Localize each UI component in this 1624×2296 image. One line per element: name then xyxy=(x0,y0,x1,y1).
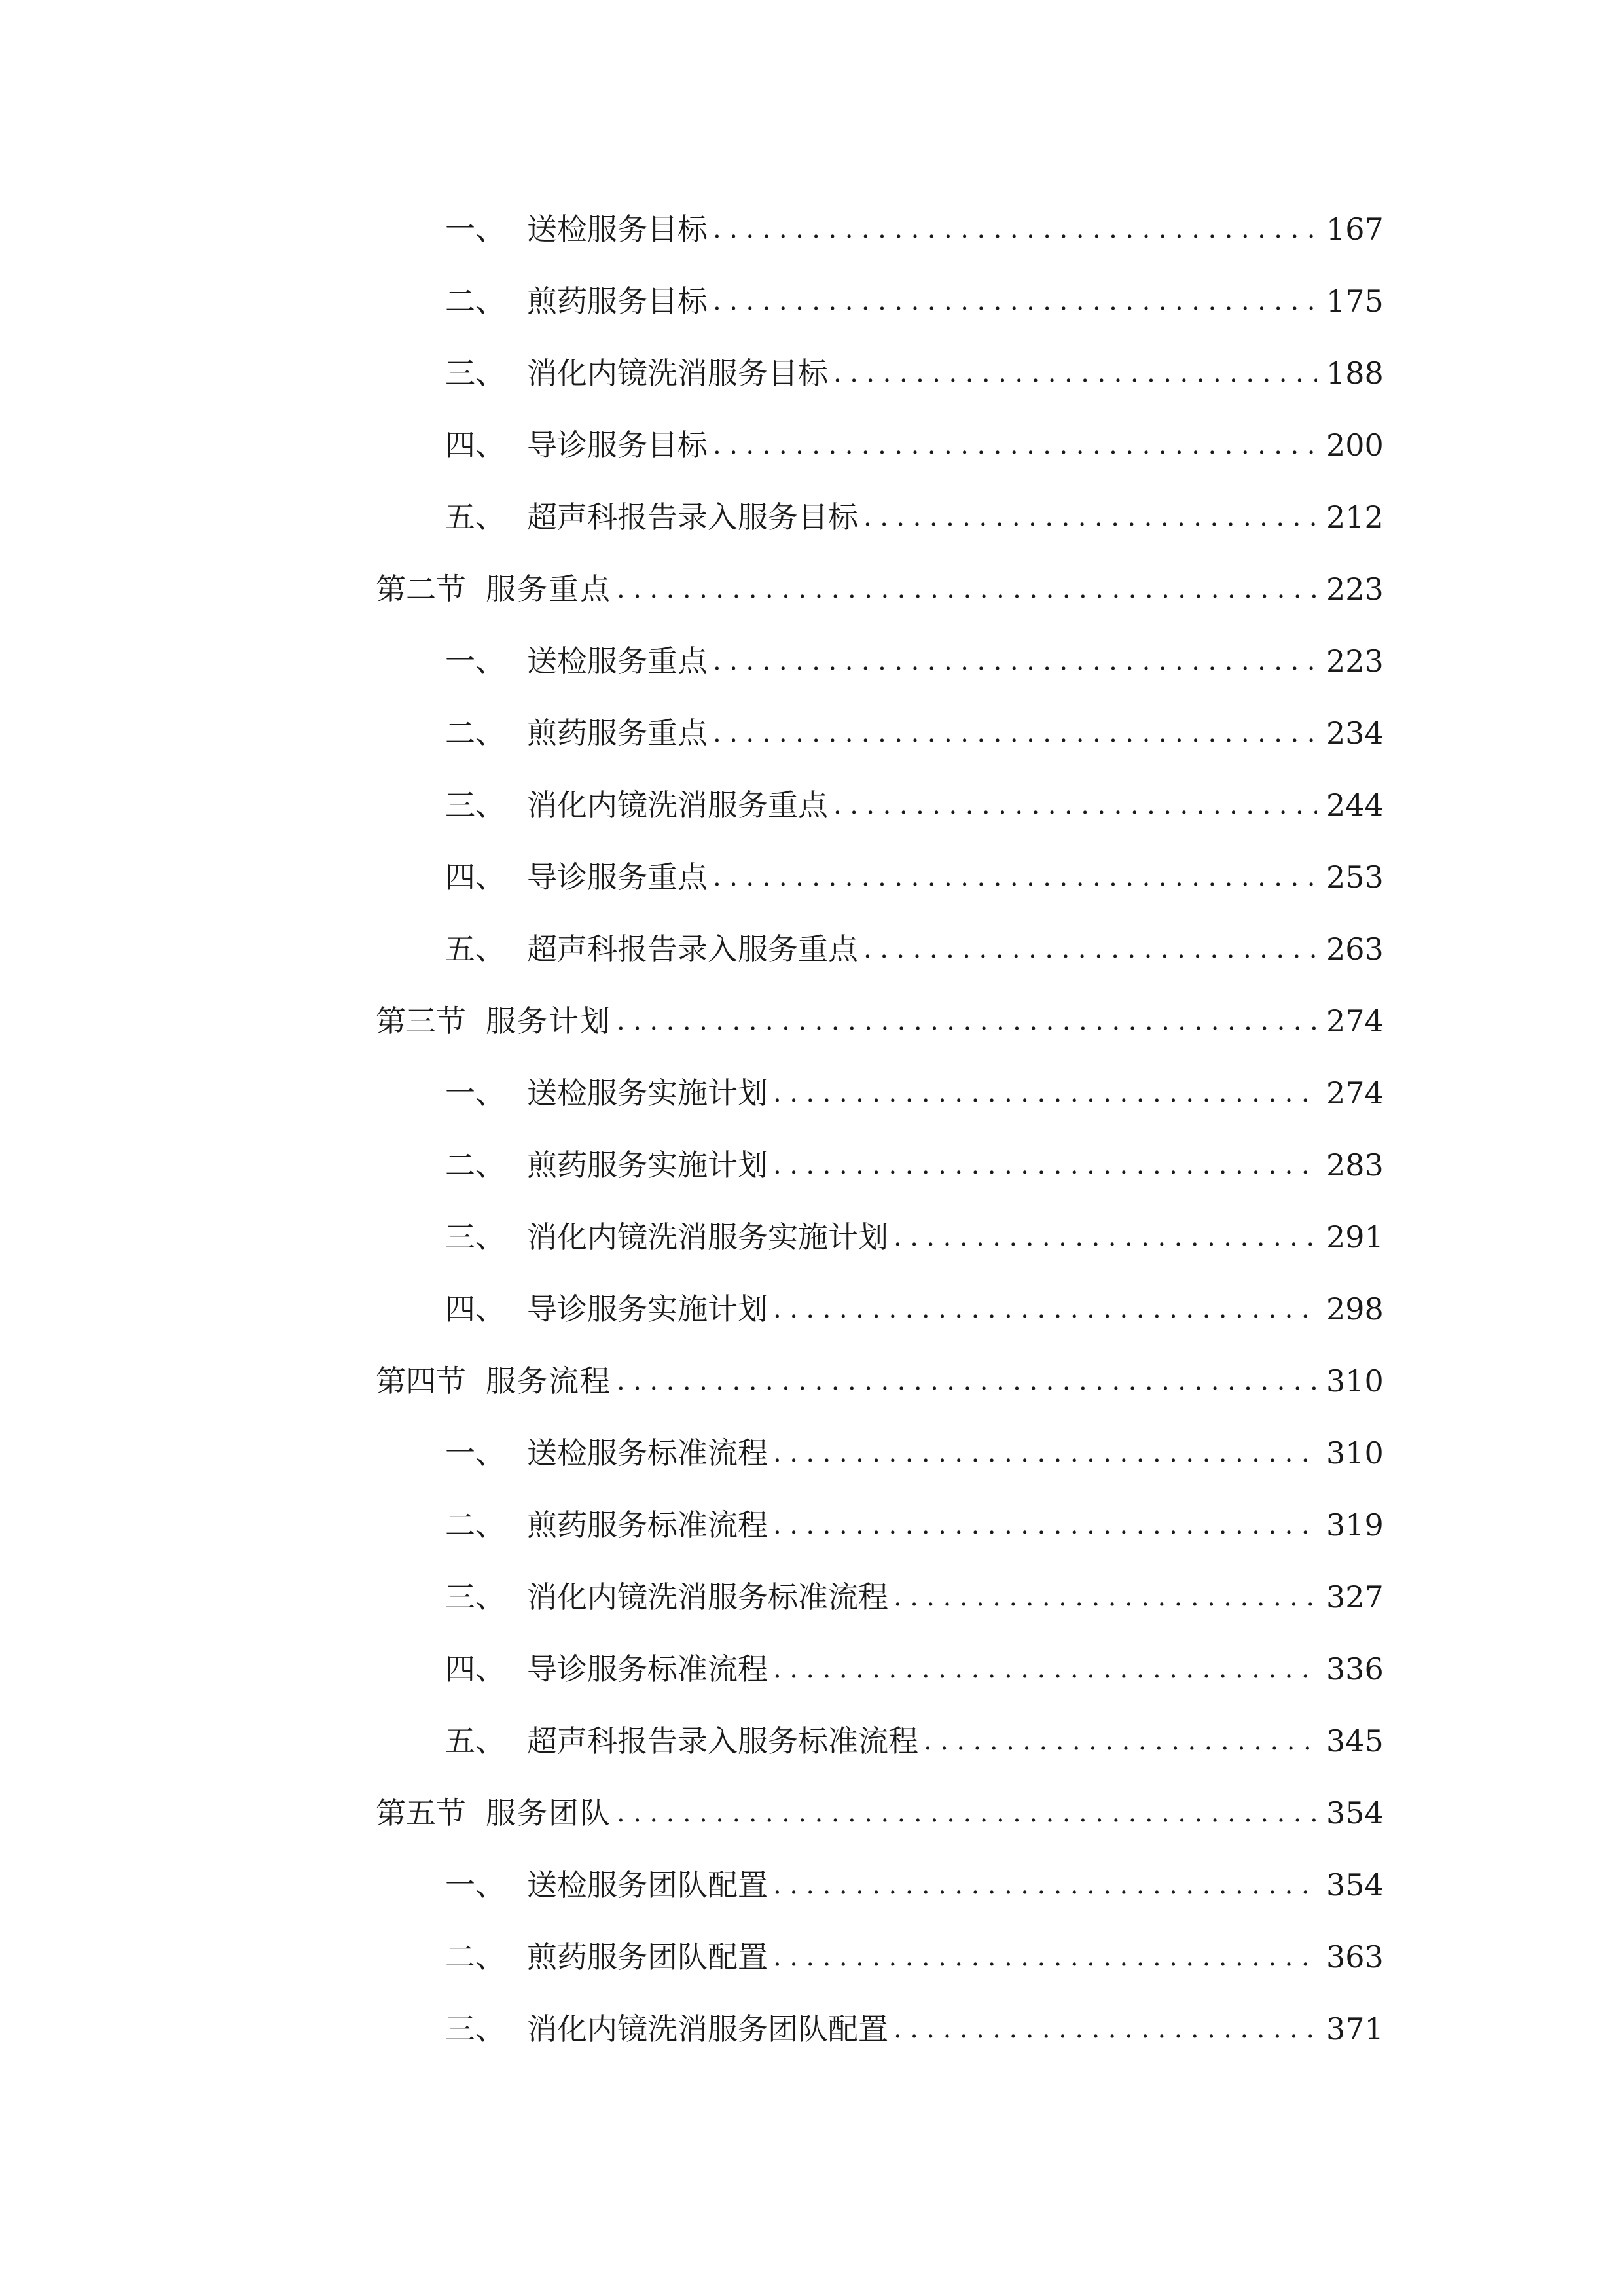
toc-entry-page: 354 xyxy=(1326,1795,1384,1831)
toc-entry-number: 一、 xyxy=(445,1435,505,1471)
toc-entry-number: 四、 xyxy=(445,1291,505,1327)
toc-entry-title: 消化内镜洗消服务团队配置 xyxy=(527,2011,888,2047)
toc-entry-number: 一、 xyxy=(445,1075,505,1111)
toc-entry-number: 二、 xyxy=(445,1147,505,1183)
toc-entry-number: 四、 xyxy=(445,427,505,463)
toc-entry-title: 消化内镜洗消服务重点 xyxy=(527,787,828,823)
toc-entry-title: 导诊服务实施计划 xyxy=(527,1291,768,1327)
toc-entry-page: 336 xyxy=(1326,1651,1384,1687)
toc-dot-leader xyxy=(893,1584,1317,1610)
toc-dot-leader xyxy=(773,1080,1317,1106)
toc-entry-number: 二、 xyxy=(445,715,505,751)
toc-entry-page: 200 xyxy=(1326,427,1384,463)
toc-entry[interactable] xyxy=(445,1633,1384,1705)
toc-entry[interactable] xyxy=(445,1489,1384,1561)
toc-section-entry[interactable] xyxy=(376,553,1384,625)
toc-entry-page: 188 xyxy=(1326,355,1384,391)
toc-entry-number: 一、 xyxy=(445,1867,505,1903)
toc-entry-title: 煎药服务标准流程 xyxy=(527,1507,768,1543)
toc-section-entry[interactable] xyxy=(376,985,1384,1057)
toc-entry-number: 一、 xyxy=(445,643,505,679)
toc-dot-leader xyxy=(617,1008,1317,1034)
toc-entry-page: 345 xyxy=(1326,1723,1384,1759)
toc-dot-leader xyxy=(773,1944,1317,1970)
toc-dot-leader xyxy=(773,1296,1317,1322)
toc-entry[interactable] xyxy=(445,1417,1384,1489)
toc-entry-number: 五、 xyxy=(445,499,505,535)
toc-entry-title: 消化内镜洗消服务标准流程 xyxy=(527,1579,888,1615)
toc-entry-title: 送检服务团队配置 xyxy=(527,1867,768,1903)
toc-dot-leader xyxy=(713,432,1317,458)
toc-entry-page: 175 xyxy=(1326,283,1384,319)
toc-entry[interactable] xyxy=(445,1273,1384,1345)
toc-entry-number: 四、 xyxy=(445,1651,505,1687)
toc-entry-number: 三、 xyxy=(445,2011,505,2047)
toc-entry-page: 310 xyxy=(1326,1363,1384,1399)
toc-entry[interactable] xyxy=(445,1561,1384,1633)
toc-entry-page: 319 xyxy=(1326,1507,1384,1543)
toc-entry-page: 291 xyxy=(1326,1219,1384,1255)
toc-entry[interactable] xyxy=(445,1201,1384,1273)
toc-entry-title: 超声科报告录入服务重点 xyxy=(527,931,858,967)
toc-entry[interactable] xyxy=(445,481,1384,553)
toc-dot-leader xyxy=(863,504,1317,530)
toc-entry-page: 310 xyxy=(1326,1435,1384,1471)
toc-entry-title: 煎药服务团队配置 xyxy=(527,1939,768,1975)
toc-entry-page: 167 xyxy=(1326,211,1384,247)
toc-entry-page: 212 xyxy=(1326,499,1384,535)
toc-dot-leader xyxy=(833,792,1317,818)
toc-entry-title: 送检服务重点 xyxy=(527,643,708,679)
toc-entry[interactable] xyxy=(445,841,1384,913)
toc-entry-page: 371 xyxy=(1326,2011,1384,2047)
toc-entry-number: 五、 xyxy=(445,1723,505,1759)
toc-entry-number: 三、 xyxy=(445,1219,505,1255)
toc-entry-page: 223 xyxy=(1326,643,1384,679)
toc-dot-leader xyxy=(833,360,1317,386)
toc-dot-leader xyxy=(617,1368,1317,1394)
toc-section-title: 服务重点 xyxy=(486,571,611,607)
toc-entry[interactable] xyxy=(445,1849,1384,1921)
toc-entry-title: 超声科报告录入服务目标 xyxy=(527,499,858,535)
toc-entry[interactable] xyxy=(445,1057,1384,1129)
toc-dot-leader xyxy=(773,1512,1317,1538)
toc-section-title: 服务流程 xyxy=(486,1363,611,1399)
toc-entry[interactable] xyxy=(445,913,1384,985)
toc-entry[interactable] xyxy=(445,1993,1384,2065)
toc-entry-page: 283 xyxy=(1326,1147,1384,1183)
toc-entry-title: 煎药服务实施计划 xyxy=(527,1147,768,1183)
toc-entry-page: 354 xyxy=(1326,1867,1384,1903)
toc-section-number: 第二节 xyxy=(376,571,466,607)
toc-entry-title: 消化内镜洗消服务实施计划 xyxy=(527,1219,888,1255)
toc-dot-leader xyxy=(893,1224,1317,1250)
toc-dot-leader xyxy=(773,1872,1317,1898)
toc-entry-page: 274 xyxy=(1326,1075,1384,1111)
toc-dot-leader xyxy=(713,288,1317,314)
toc-entry-number: 三、 xyxy=(445,787,505,823)
toc-entry[interactable] xyxy=(445,265,1384,337)
toc-dot-leader xyxy=(617,1800,1317,1826)
toc-entry-page: 298 xyxy=(1326,1291,1384,1327)
toc-entry-title: 导诊服务目标 xyxy=(527,427,708,463)
toc-entry-page: 327 xyxy=(1326,1579,1384,1615)
toc-section-number: 第四节 xyxy=(376,1363,466,1399)
toc-dot-leader xyxy=(713,648,1317,674)
toc-dot-leader xyxy=(773,1656,1317,1682)
toc-section-entry[interactable] xyxy=(376,1345,1384,1417)
toc-entry-title: 消化内镜洗消服务目标 xyxy=(527,355,828,391)
toc-entry-title: 煎药服务目标 xyxy=(527,283,708,319)
toc-dot-leader xyxy=(924,1728,1317,1754)
toc-section-entry[interactable] xyxy=(376,1777,1384,1849)
toc-entry[interactable] xyxy=(445,409,1384,481)
toc-entry[interactable] xyxy=(445,1129,1384,1201)
toc-dot-leader xyxy=(713,216,1317,242)
toc-entry[interactable] xyxy=(445,697,1384,769)
toc-dot-leader xyxy=(773,1152,1317,1178)
toc-entry-page: 363 xyxy=(1326,1939,1384,1975)
toc-entry-number: 二、 xyxy=(445,283,505,319)
toc-entry-title: 煎药服务重点 xyxy=(527,715,708,751)
toc-dot-leader xyxy=(713,864,1317,890)
toc-section-number: 第五节 xyxy=(376,1795,466,1831)
toc-entry[interactable] xyxy=(445,625,1384,697)
toc-section-title: 服务团队 xyxy=(486,1795,611,1831)
toc-dot-leader xyxy=(893,2016,1317,2042)
toc-entry-number: 一、 xyxy=(445,211,505,247)
toc-entry-title: 导诊服务标准流程 xyxy=(527,1651,768,1687)
toc-entry[interactable] xyxy=(445,769,1384,841)
toc-section-title: 服务计划 xyxy=(486,1003,611,1039)
toc-entry-number: 二、 xyxy=(445,1939,505,1975)
toc-entry-title: 送检服务目标 xyxy=(527,211,708,247)
toc-dot-leader xyxy=(773,1440,1317,1466)
toc-entry-title: 导诊服务重点 xyxy=(527,859,708,895)
toc-entry-page: 234 xyxy=(1326,715,1384,751)
toc-dot-leader xyxy=(863,936,1317,962)
toc-entry-title: 超声科报告录入服务标准流程 xyxy=(527,1723,918,1759)
toc-entry-number: 五、 xyxy=(445,931,505,967)
toc-section-number: 第三节 xyxy=(376,1003,466,1039)
toc-entry-title: 送检服务实施计划 xyxy=(527,1075,768,1111)
toc-entry-number: 二、 xyxy=(445,1507,505,1543)
toc-dot-leader xyxy=(617,576,1317,602)
toc-entry-page: 253 xyxy=(1326,859,1384,895)
toc-entry-title: 送检服务标准流程 xyxy=(527,1435,768,1471)
toc-entry-number: 三、 xyxy=(445,1579,505,1615)
toc-entry[interactable] xyxy=(445,1705,1384,1777)
toc-entry-page: 244 xyxy=(1326,787,1384,823)
toc-entry-number: 三、 xyxy=(445,355,505,391)
toc-entry[interactable] xyxy=(445,337,1384,409)
toc-entry-page: 263 xyxy=(1326,931,1384,967)
toc-entry-page: 223 xyxy=(1326,571,1384,607)
toc-dot-leader xyxy=(713,720,1317,746)
toc-entry[interactable] xyxy=(445,1921,1384,1993)
toc-entry-number: 四、 xyxy=(445,859,505,895)
toc-entry-page: 274 xyxy=(1326,1003,1384,1039)
toc-entry[interactable] xyxy=(445,193,1384,265)
